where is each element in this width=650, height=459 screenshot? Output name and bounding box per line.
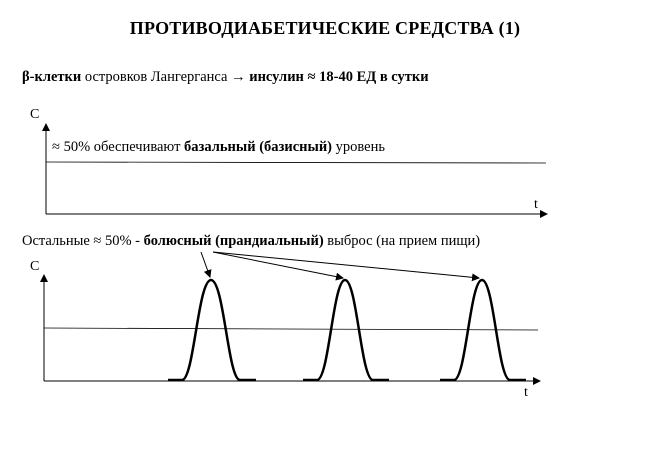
bolus-caption-pre: Остальные ≈ 50% - bbox=[22, 233, 144, 249]
beta-cells-term: β-клетки bbox=[22, 69, 82, 85]
basal-x-axis-label: t bbox=[534, 197, 538, 212]
basal-caption-post: уровень bbox=[332, 139, 385, 155]
bolus-x-axis-label: t bbox=[524, 385, 528, 400]
basal-caption-pre: ≈ 50% обеспечивают bbox=[52, 139, 185, 155]
arrow-to-peak-3 bbox=[213, 252, 479, 278]
bolus-peak-2 bbox=[303, 280, 389, 380]
subtitle-middle: островков Лангерганса → bbox=[81, 69, 250, 85]
basal-y-axis-label: C bbox=[30, 107, 40, 122]
insulin-dose-term: инсулин ≈ 18-40 ЕД в сутки bbox=[249, 69, 429, 85]
bolus-caption-post: выброс (на прием пищи) bbox=[323, 233, 481, 249]
arrow-to-peak-1 bbox=[201, 252, 210, 277]
bolus-basal-line bbox=[44, 328, 538, 330]
basal-level-line bbox=[46, 162, 546, 163]
bolus-peak-1 bbox=[168, 280, 256, 380]
basal-caption-bold: базальный (базисный) bbox=[184, 139, 333, 155]
bolus-caption-bold: болюсный (прандиальный) bbox=[143, 233, 324, 249]
page-title: ПРОТИВОДИАБЕТИЧЕСКИЕ СРЕДСТВА (1) bbox=[129, 18, 521, 38]
bolus-y-axis-label: C bbox=[30, 259, 40, 274]
peak-arrows bbox=[201, 252, 479, 278]
arrow-to-peak-2 bbox=[213, 252, 343, 278]
basal-axes bbox=[46, 124, 547, 214]
